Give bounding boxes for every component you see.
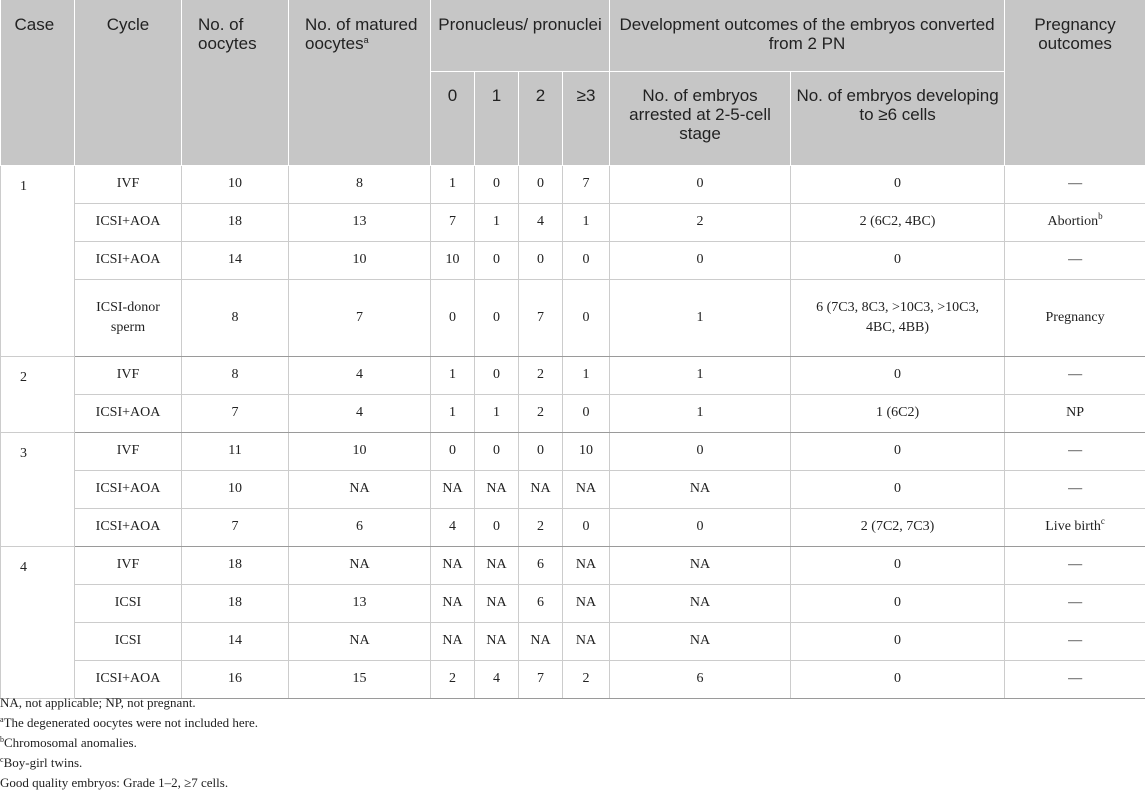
cycle-cell: ICSI-donor sperm (75, 279, 182, 356)
oocytes-cell: 14 (182, 241, 289, 279)
pn3-cell: 0 (563, 279, 610, 356)
outcome-text: — (1068, 595, 1083, 610)
outcome-cell (1005, 508, 1145, 546)
matured-cell: NA (289, 622, 431, 660)
outcome-text: — (1068, 443, 1083, 458)
outcome-text: — (1068, 671, 1083, 686)
matured-cell: 6 (289, 508, 431, 546)
developing-cell: 0 (791, 546, 1005, 584)
pn1-cell: 0 (475, 432, 519, 470)
pn1-cell: 1 (475, 203, 519, 241)
oocytes-cell: 16 (182, 660, 289, 698)
cycle-cell: ICSI+AOA (75, 470, 182, 508)
header-pn-1: 1 (475, 71, 519, 165)
developing-cell: 0 (791, 470, 1005, 508)
outcome-text: — (1068, 252, 1083, 267)
pn2-cell: 2 (519, 508, 563, 546)
header-oocytes (182, 0, 289, 165)
developing-cell: 0 (791, 584, 1005, 622)
pn2-cell: 7 (519, 660, 563, 698)
table-header (1, 0, 1145, 165)
outcome-cell (1005, 203, 1145, 241)
case-number: 2 (1, 356, 75, 432)
header-development: Development outcomes of the embryos converted from 2 PN (610, 0, 1005, 71)
cycle-cell: IVF (75, 432, 182, 470)
cycle-cell: ICSI+AOA (75, 508, 182, 546)
outcome-text: — (1068, 176, 1083, 191)
footnote (0, 773, 258, 793)
matured-cell: 4 (289, 356, 431, 394)
cycle-cell: IVF (75, 546, 182, 584)
pn1-cell: 0 (475, 508, 519, 546)
oocytes-cell: 8 (182, 356, 289, 394)
arrested-cell: 2 (610, 203, 791, 241)
footnote-text: NA, not applicable; NP, not pregnant. (0, 695, 196, 710)
pn0-cell: 1 (431, 394, 475, 432)
developing-cell: 0 (791, 165, 1005, 203)
oocytes-cell: 10 (182, 165, 289, 203)
outcome-text: — (1068, 481, 1083, 496)
developing-cell: 0 (791, 241, 1005, 279)
pn1-cell: NA (475, 546, 519, 584)
pn1-cell: NA (475, 622, 519, 660)
pn1-cell: 0 (475, 165, 519, 203)
matured-cell: 4 (289, 394, 431, 432)
pn2-cell: 0 (519, 432, 563, 470)
pn0-cell: 1 (431, 165, 475, 203)
footnote-text: The degenerated oocytes were not included here. (3, 715, 259, 730)
oocytes-cell: 18 (182, 203, 289, 241)
arrested-cell: 6 (610, 660, 791, 698)
outcome-cell (1005, 584, 1145, 622)
footnote-text: Good quality embryos: Grade 1–2, ≥7 cells. (0, 775, 229, 790)
pn3-cell: 2 (563, 660, 610, 698)
cycle-cell: ICSI+AOA (75, 203, 182, 241)
cycle-cell: ICSI (75, 584, 182, 622)
arrested-cell: 1 (610, 394, 791, 432)
pn2-cell: 6 (519, 584, 563, 622)
pn3-cell: 0 (563, 241, 610, 279)
oocytes-cell: 7 (182, 394, 289, 432)
header-cycle: Cycle (75, 0, 182, 165)
matured-cell: 8 (289, 165, 431, 203)
arrested-cell: 0 (610, 165, 791, 203)
footnote (0, 753, 258, 773)
pn3-cell: 1 (563, 356, 610, 394)
oocytes-cell: 18 (182, 546, 289, 584)
pn2-cell: 6 (519, 546, 563, 584)
outcome-cell (1005, 165, 1145, 203)
table-body (1, 165, 1145, 698)
matured-cell: 13 (289, 203, 431, 241)
header-matured-text: No. of matured oocytes (305, 15, 418, 53)
pn2-cell: 2 (519, 356, 563, 394)
table-footnotes (0, 693, 258, 793)
matured-cell: 13 (289, 584, 431, 622)
pn3-cell: 0 (563, 508, 610, 546)
header-arrested: No. of embryos arrested at 2-5-cell stage (610, 71, 791, 165)
outcome-text: — (1068, 633, 1083, 648)
header-developing: No. of embryos developing to ≥6 cells (791, 71, 1005, 165)
pn0-cell: NA (431, 546, 475, 584)
arrested-cell: 1 (610, 279, 791, 356)
pn0-cell: 2 (431, 660, 475, 698)
developing-cell: 6 (7C3, 8C3, >10C3, >10C3, 4BC, 4BB) (791, 279, 1005, 356)
cycle-cell: ICSI+AOA (75, 241, 182, 279)
header-matured (289, 0, 431, 165)
footnote-text: Chromosomal anomalies. (4, 735, 137, 750)
pn2-cell: 0 (519, 241, 563, 279)
pn1-cell: 1 (475, 394, 519, 432)
cycle-cell: ICSI (75, 622, 182, 660)
outcome-cell (1005, 622, 1145, 660)
pn0-cell: 0 (431, 432, 475, 470)
pn0-cell: 4 (431, 508, 475, 546)
outcome-cell (1005, 470, 1145, 508)
arrested-cell: NA (610, 584, 791, 622)
oocytes-cell: 10 (182, 470, 289, 508)
outcome-text: — (1068, 557, 1083, 572)
developing-cell: 2 (7C2, 7C3) (791, 508, 1005, 546)
pn2-cell: NA (519, 622, 563, 660)
footnote (0, 713, 258, 733)
header-matured-footnote: a (363, 35, 369, 45)
developing-cell: 0 (791, 622, 1005, 660)
oocytes-cell: 14 (182, 622, 289, 660)
developing-cell: 1 (6C2) (791, 394, 1005, 432)
cycle-cell: ICSI+AOA (75, 394, 182, 432)
case-number: 3 (1, 432, 75, 546)
pn1-cell: 4 (475, 660, 519, 698)
pn2-cell: NA (519, 470, 563, 508)
pn1-cell: 0 (475, 241, 519, 279)
pn1-cell: NA (475, 584, 519, 622)
outcome-cell (1005, 546, 1145, 584)
header-pronucleus: Pronucleus/ pronuclei (431, 0, 610, 71)
header-case: Case (1, 0, 75, 165)
outcome-cell (1005, 241, 1145, 279)
pn0-cell: NA (431, 622, 475, 660)
oocytes-cell: 7 (182, 508, 289, 546)
case-number: 1 (1, 165, 75, 356)
developing-cell: 0 (791, 660, 1005, 698)
pn0-cell: NA (431, 470, 475, 508)
matured-cell: 10 (289, 432, 431, 470)
outcome-text: Abortion (1047, 214, 1099, 229)
arrested-cell: 1 (610, 356, 791, 394)
matured-cell: 7 (289, 279, 431, 356)
arrested-cell: 0 (610, 241, 791, 279)
pn3-cell: 1 (563, 203, 610, 241)
footnote-text: Boy-girl twins. (3, 755, 83, 770)
pn2-cell: 4 (519, 203, 563, 241)
pn1-cell: NA (475, 470, 519, 508)
header-pn-0: 0 (431, 71, 475, 165)
footnote-marker: c (0, 755, 4, 764)
oocytes-cell: 18 (182, 584, 289, 622)
footnote-marker: a (0, 715, 4, 724)
pn3-cell: NA (563, 622, 610, 660)
pn0-cell: NA (431, 584, 475, 622)
outcome-text: Live birth (1045, 519, 1101, 534)
footnote (0, 693, 258, 713)
matured-cell: 10 (289, 241, 431, 279)
case-number: 4 (1, 546, 75, 698)
outcome-cell (1005, 356, 1145, 394)
outcome-text: Pregnancy (1045, 309, 1105, 325)
arrested-cell: NA (610, 622, 791, 660)
pn0-cell: 0 (431, 279, 475, 356)
matured-cell: NA (289, 546, 431, 584)
cycle-cell: ICSI+AOA (75, 660, 182, 698)
pn2-cell: 7 (519, 279, 563, 356)
developing-cell: 0 (791, 432, 1005, 470)
arrested-cell: NA (610, 546, 791, 584)
developing-cell: 2 (6C2, 4BC) (791, 203, 1005, 241)
cycle-cell: IVF (75, 356, 182, 394)
arrested-cell: 0 (610, 508, 791, 546)
outcome-cell (1005, 394, 1145, 432)
footnote (0, 733, 258, 753)
outcome-cell (1005, 279, 1145, 356)
outcome-text: NP (1066, 405, 1085, 420)
header-pn-2: 2 (519, 71, 563, 165)
developing-cell: 0 (791, 356, 1005, 394)
pn3-cell: NA (563, 546, 610, 584)
pn2-cell: 0 (519, 165, 563, 203)
oocytes-cell: 11 (182, 432, 289, 470)
pn1-cell: 0 (475, 279, 519, 356)
pn3-cell: 7 (563, 165, 610, 203)
outcome-cell (1005, 432, 1145, 470)
outcome-footnote: c (1100, 516, 1105, 526)
pn3-cell: NA (563, 470, 610, 508)
header-pregnancy: Pregnancy outcomes (1005, 0, 1145, 165)
arrested-cell: NA (610, 470, 791, 508)
pn2-cell: 2 (519, 394, 563, 432)
pn0-cell: 1 (431, 356, 475, 394)
header-pn-3: ≥3 (563, 71, 610, 165)
cycle-cell: IVF (75, 165, 182, 203)
footnote-marker: b (0, 735, 4, 744)
pn3-cell: NA (563, 584, 610, 622)
matured-cell: 15 (289, 660, 431, 698)
pn1-cell: 0 (475, 356, 519, 394)
oocytes-cell: 8 (182, 279, 289, 356)
outcome-text: — (1068, 367, 1083, 382)
pn3-cell: 10 (563, 432, 610, 470)
pn3-cell: 0 (563, 394, 610, 432)
matured-cell: NA (289, 470, 431, 508)
pn0-cell: 7 (431, 203, 475, 241)
header-oocytes-text: No. of oocytes (198, 15, 257, 53)
arrested-cell: 0 (610, 432, 791, 470)
outcome-cell (1005, 660, 1145, 698)
pn0-cell: 10 (431, 241, 475, 279)
outcome-footnote: b (1098, 211, 1103, 221)
